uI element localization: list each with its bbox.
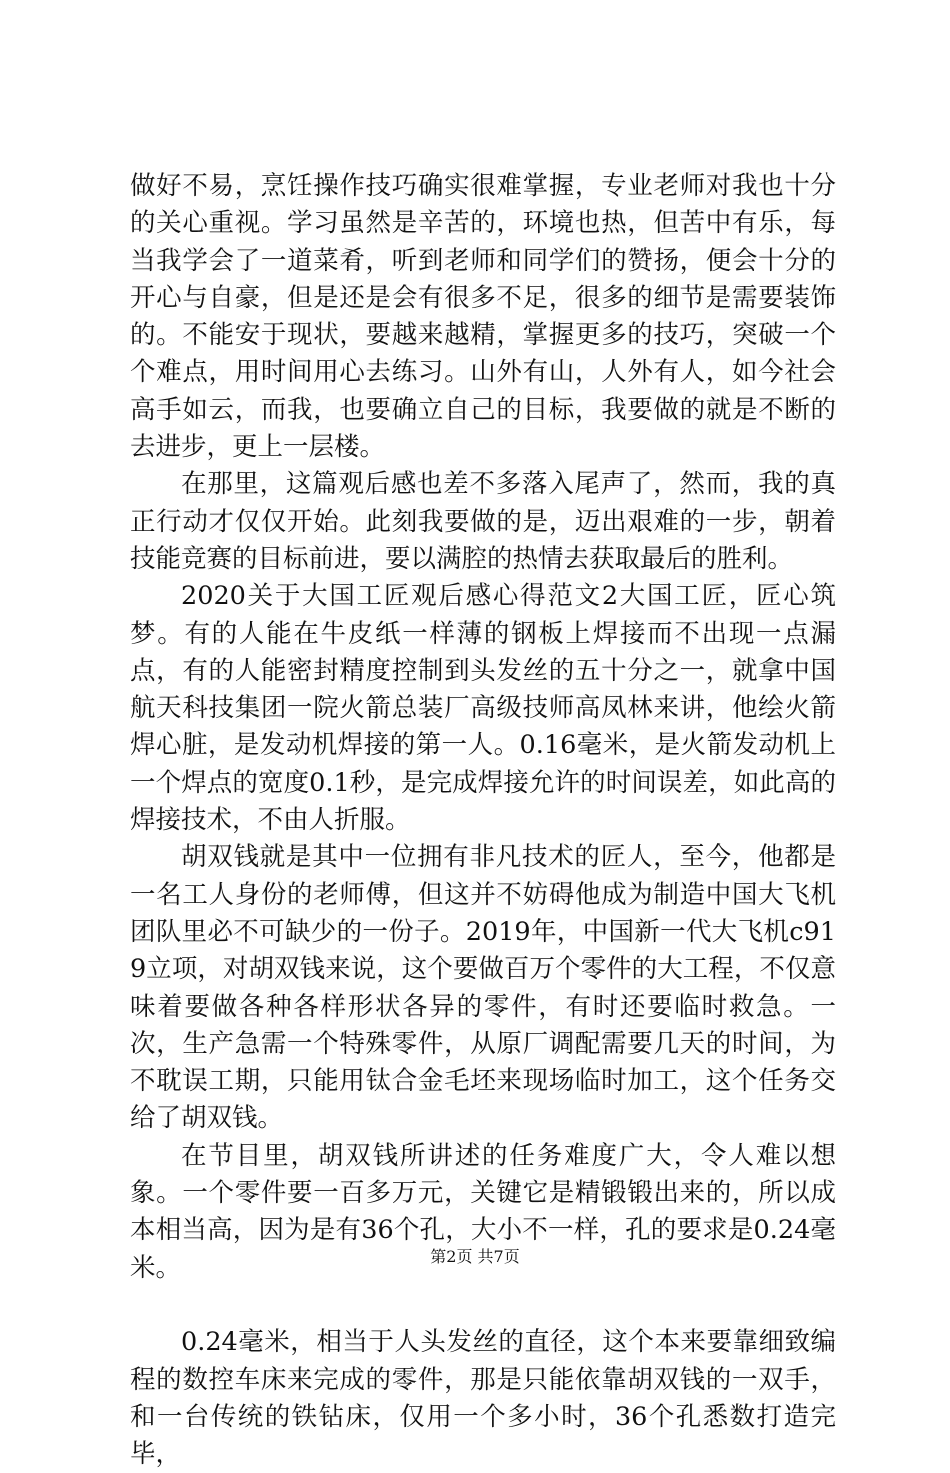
paragraph-6: 0.24毫米，相当于人头发丝的直径，这个本来要靠细致编程的数控车床来完成的零件，那是只能依靠胡双钱的一双手，和一台传统的铁钻床，仅用一个多小时，36个孔悉数打造完毕， <box>130 1327 836 1470</box>
paragraph-4: 胡双钱就是其中一位拥有非凡技术的匠人，至今，他都是一名工人身份的老师傅，但这并不妨碍他成为制造中国大飞机团队里必不可缺少的一份子。2019年，中国新一代大飞机c919立项，对胡双钱来说，这个要做百万个零件的大工程，不仅意味着要做各种各样形状各异的零件，有时还要临时救急。一次，生产急需一个特殊零件，从原厂调配需要几天的时间，为不耽误工期，只能用钛合金毛坯来现场临时加工，这个任务交给了胡双钱。 <box>130 842 836 1134</box>
paragraph-1: 做好不易，烹饪操作技巧确实很难掌握，专业老师对我也十分的关心重视。学习虽然是辛苦的，环境也热，但苦中有乐，每当我学会了一道菜肴，听到老师和同学们的赞扬，便会十分的开心与自豪，但是还是会有很多不足，很多的细节是需要装饰的。不能安于现状，要越来越精，掌握更多的技巧，突破一个个难点，用时间用心去练习。山外有山，人外有人，如今社会高手如云，而我，也要确立自己的目标，我要做的就是不断的去进步，更上一层楼。 <box>130 171 836 463</box>
paragraph-5: 在节目里，胡双钱所讲述的任务难度广大，令人难以想象。一个零件要一百多万元，关键它是精锻锻出来的，所以成本相当高，因为是有36个孔，大小不一样，孔的要求是0.24毫米。 <box>130 1140 836 1283</box>
paragraph-3: 2020关于大国工匠观后感心得范文2大国工匠，匠心筑梦。有的人能在牛皮纸一样薄的钢板上焊接而不出现一点漏点，有的人能密封精度控制到头发丝的五十分之一，就拿中国航天科技集团一院火箭总装厂高级技师高凤林来讲，他绘火箭焊心脏，是发动机焊接的第一人。0.16毫米，是火箭发动机上一个焊点的宽度0.1秒，是完成焊接允许的时间误差，如此高的焊接技术，不由人折服。 <box>130 581 836 836</box>
paragraph-2: 在那里，这篇观后感也差不多落入尾声了，然而，我的真正行动才仅仅开始。此刻我要做的是，迈出艰难的一步，朝着技能竞赛的目标前进，要以满腔的热情去获取最后的胜利。 <box>130 469 836 574</box>
page-footer: 第2页 共7页 <box>430 1247 520 1266</box>
document-body <box>130 168 836 1473</box>
